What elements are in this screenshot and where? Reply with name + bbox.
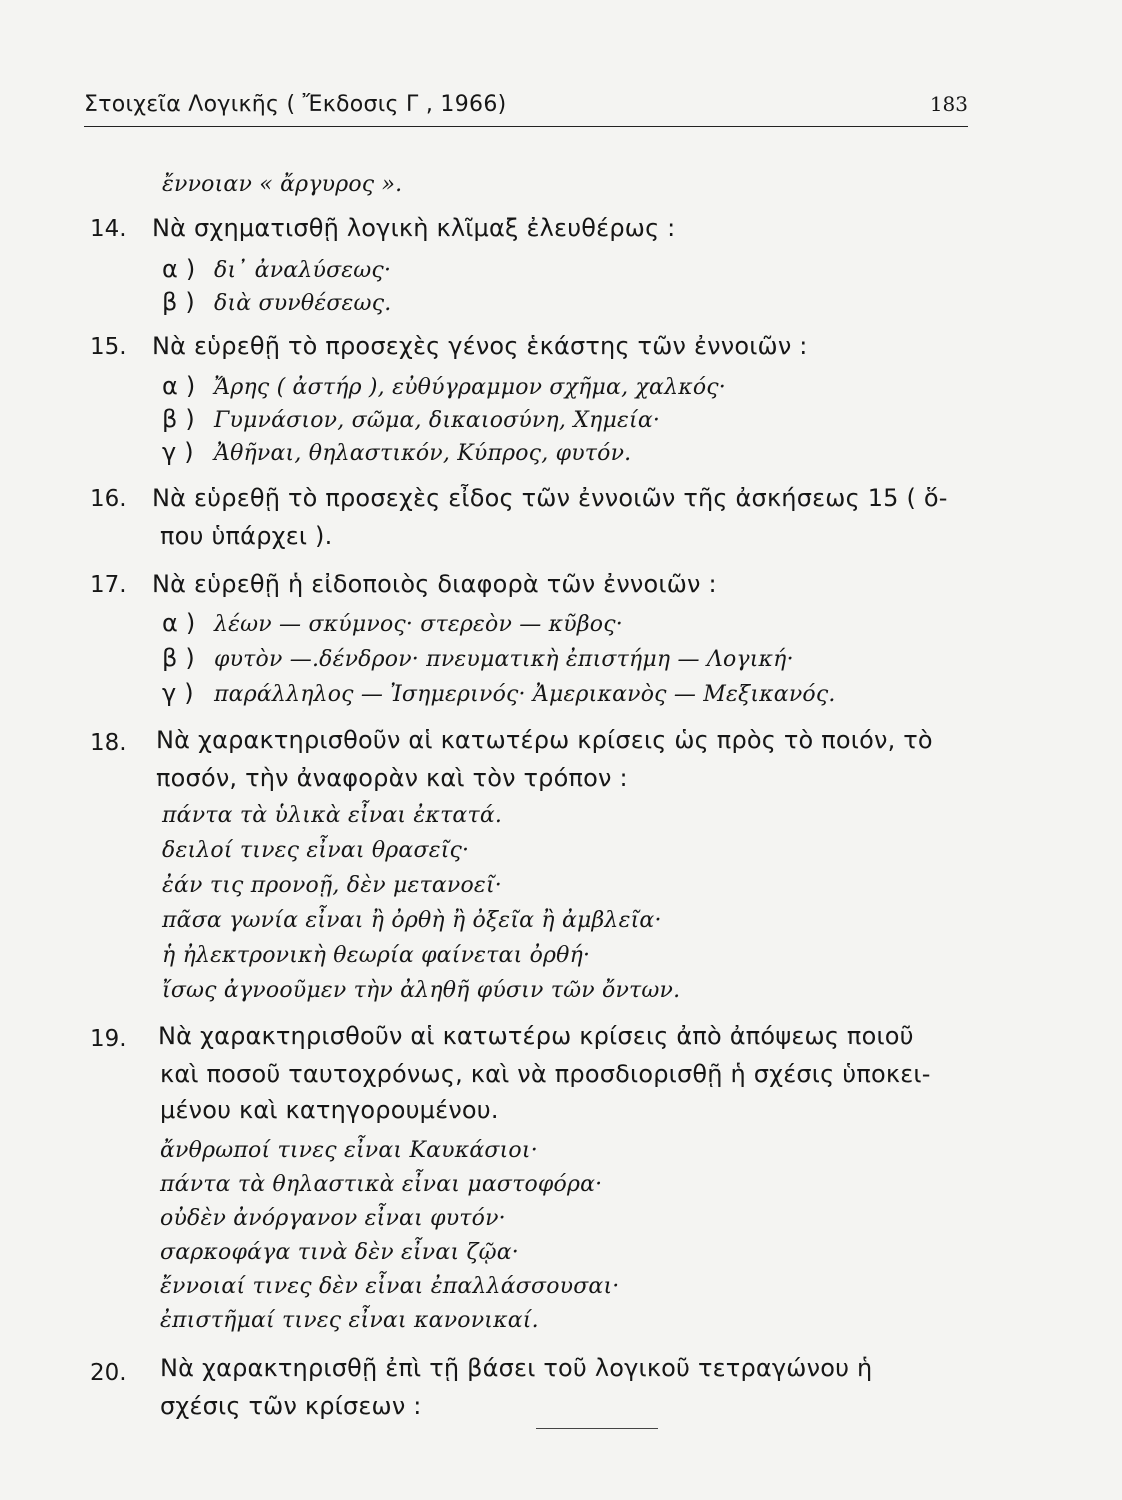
exercise-15-item-a [162, 372, 726, 400]
page-number: 183 [929, 92, 968, 116]
exercise-14-item-b [162, 288, 391, 316]
exercise-number-19: 19. [90, 1026, 127, 1052]
exercise-19-line-1: Νὰ χαρακτηρισθοῦν αἱ κατωτέρω κρίσεις ἀπὸ ἀπόψεως ποιοῦ [158, 1022, 914, 1050]
item-text: παράλληλος — Ἰσημερινός· Ἀμερικανὸς — Μεξικανός. [214, 682, 836, 707]
exercise-15-item-b [162, 405, 660, 433]
exercise-number-17: 17. [90, 572, 127, 598]
item-mark: β ) [162, 288, 195, 316]
exercise-18-proposition: ἡ ἠλεκτρονικὴ θεωρία φαίνεται ὀρθή· [162, 943, 591, 968]
exercise-18-line-2: ποσόν, τὴν ἀναφορὰν καὶ τὸν τρόπον : [156, 764, 628, 792]
exercise-19-proposition: ἄνθρωποί τινες εἶναι Καυκάσιοι· [160, 1138, 538, 1163]
exercise-19-proposition: ἔννοιαί τινες δὲν εἶναι ἐπαλλάσσουσαι· [160, 1274, 620, 1299]
exercise-18-proposition: ἴσως ἀγνοοῦμεν τὴν ἀληθῆ φύσιν τῶν ὄντων. [162, 978, 681, 1003]
exercise-18-proposition: πᾶσα γωνία εἶναι ἢ ὀρθὴ ἢ ὀξεῖα ἢ ἀμβλεῖα· [162, 908, 662, 933]
item-text: φυτὸν —.δένδρον· πνευματικὴ ἐπιστήμη — Λογική· [214, 647, 794, 672]
item-mark: α ) [162, 609, 196, 637]
item-text: δι᾽ ἀναλύσεως· [214, 258, 392, 283]
exercise-20-line-1: Νὰ χαρακτηρισθῇ ἐπὶ τῇ βάσει τοῦ λογικοῦ τετραγώνου ἡ [160, 1354, 873, 1382]
exercise-16-line-2: που ὑπάρχει ). [160, 522, 333, 550]
item-mark: γ ) [162, 438, 194, 466]
exercise-number-14: 14. [90, 216, 127, 242]
exercise-number-18: 18. [90, 730, 127, 756]
item-text: Γυμνάσιον, σῶμα, δικαιοσύνη, Χημεία· [214, 408, 661, 433]
item-text: Ἀθῆναι, θηλαστικόν, Κύπρος, φυτόν. [214, 441, 632, 466]
exercise-19-proposition: πάντα τὰ θηλαστικὰ εἶναι μαστοφόρα· [160, 1172, 603, 1197]
exercise-19-line-3: μένου καὶ κατηγορουμένου. [160, 1096, 499, 1124]
exercise-number-15: 15. [90, 334, 127, 360]
exercise-17-item-a [162, 609, 623, 637]
exercise-14-item-a [162, 255, 391, 283]
exercise-14-text: Νὰ σχηματισθῇ λογικὴ κλῖμαξ ἐλευθέρως : [152, 214, 676, 242]
exercise-19-line-2: καὶ ποσοῦ ταυτοχρόνως, καὶ νὰ προσδιορισθῇ ἡ σχέσις ὑποκει- [160, 1060, 931, 1088]
running-title: Στοιχεῖα Λογικῆς ( Ἔκδοσις Γ , 1966) [84, 92, 507, 117]
item-mark: β ) [162, 405, 195, 433]
exercise-20-line-2: σχέσις τῶν κρίσεων : [160, 1392, 422, 1420]
item-text: λέων — σκύμνος· στερεὸν — κῦβος· [214, 612, 623, 637]
intro-line: ἔννοιαν « ἄργυρος ». [162, 172, 403, 197]
exercise-18-proposition: ἐάν τις προνοῇ, δὲν μετανοεῖ· [162, 873, 502, 898]
running-header [84, 88, 968, 128]
exercise-number-20: 20. [90, 1360, 127, 1386]
exercise-19-proposition: ἐπιστῆμαί τινες εἶναι κανονικαί. [160, 1308, 539, 1333]
item-text: Ἄρης ( ἀστήρ ), εὐθύγραμμον σχῆμα, χαλκός· [214, 375, 727, 400]
exercise-16-line-1: Νὰ εὑρεθῇ τὸ προσεχὲς εἶδος τῶν ἐννοιῶν τῆς ἀσκήσεως 15 ( ὅ- [152, 484, 948, 512]
exercise-18-proposition: πάντα τὰ ὑλικὰ εἶναι ἐκτατά. [162, 803, 503, 828]
item-text: διὰ συνθέσεως. [214, 291, 392, 316]
exercise-number-16: 16. [90, 486, 127, 512]
item-mark: α ) [162, 372, 196, 400]
exercise-18-proposition: δειλοί τινες εἶναι θρασεῖς· [162, 838, 470, 863]
item-mark: α ) [162, 255, 196, 283]
exercise-17-item-c [162, 679, 836, 707]
exercise-17-item-b [162, 644, 794, 672]
exercise-19-proposition: σαρκοφάγα τινὰ δὲν εἶναι ζῷα· [160, 1240, 519, 1265]
end-rule [536, 1428, 658, 1429]
exercise-18-line-1: Νὰ χαρακτηρισθοῦν αἱ κατωτέρω κρίσεις ὡς πρὸς τὸ ποιόν, τὸ [156, 726, 933, 754]
exercise-19-proposition: οὐδὲν ἀνόργανον εἶναι φυτόν· [160, 1206, 506, 1231]
item-mark: β ) [162, 644, 195, 672]
item-mark: γ ) [162, 679, 194, 707]
exercise-15-item-c [162, 438, 631, 466]
exercise-17-text: Νὰ εὑρεθῇ ἡ εἰδοποιὸς διαφορὰ τῶν ἐννοιῶν : [152, 570, 717, 598]
exercise-15-text: Νὰ εὑρεθῇ τὸ προσεχὲς γένος ἑκάστης τῶν ἐννοιῶν : [152, 332, 808, 360]
header-rule [84, 126, 968, 127]
